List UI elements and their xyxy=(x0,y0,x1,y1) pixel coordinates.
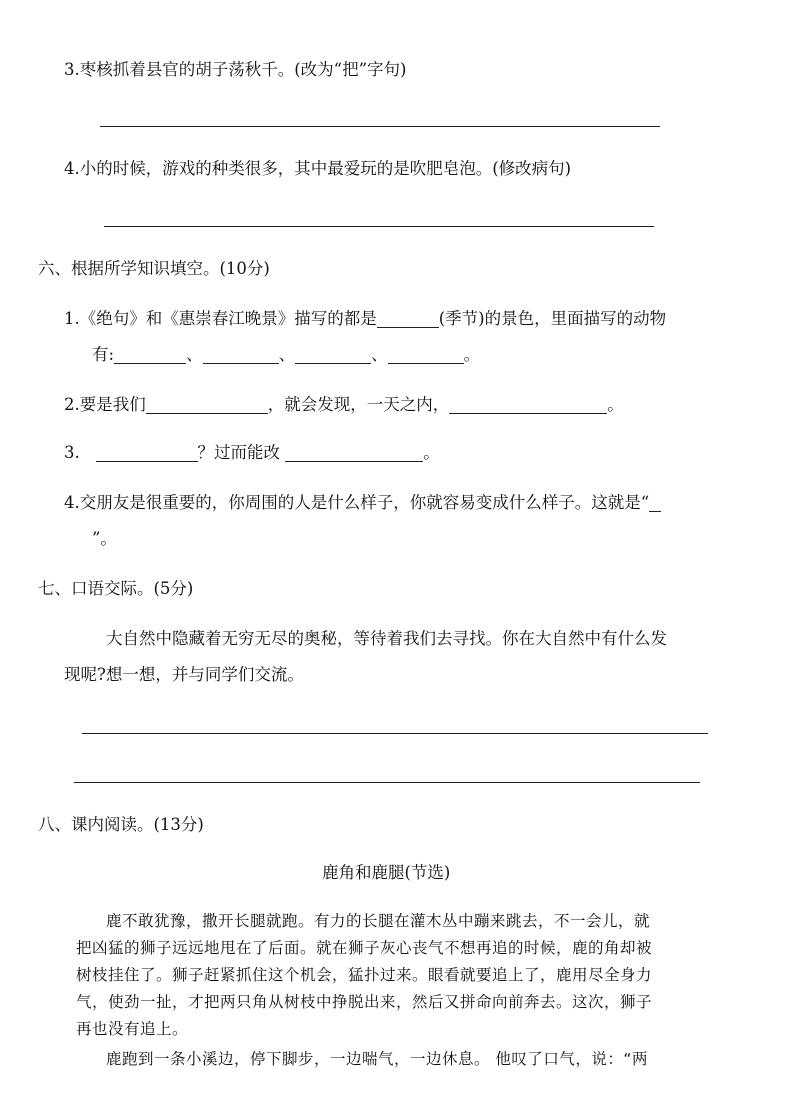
reading-p1-line4: 气，使劲一扯，才把两只角从树枝中挣脱出来，然后又拼命向前奔去。这次，狮子 xyxy=(76,993,653,1011)
blank-animal-3[interactable] xyxy=(295,345,371,364)
question-6-1-text-b: (季节)的景色，里面描写的动物 xyxy=(438,309,667,328)
question-6-4-text-a: 4.交朋友是很重要的，你周围的人是什么样子，你就容易变成什么样子。这就是“ xyxy=(64,493,650,512)
question-5-4: 4.小的时候，游戏的种类很多，其中最爱玩的是吹肥皂泡。(修改病句) xyxy=(64,159,572,178)
question-6-2-text-b: ，就会发现，一天之内， xyxy=(267,395,450,414)
question-6-4-line1 xyxy=(64,492,661,514)
blank-6-3-a[interactable] xyxy=(96,443,198,462)
answer-line-7-2[interactable] xyxy=(74,782,700,783)
question-6-2 xyxy=(64,394,624,416)
reading-p1-line3: 树枝挂住了。狮子赶紧抓住这个机会，猛扑过来。眼看就要追上了，鹿用尽全身力 xyxy=(76,966,653,984)
blank-season[interactable] xyxy=(377,309,439,328)
blank-animal-2[interactable] xyxy=(203,345,279,364)
blank-6-2-b[interactable] xyxy=(449,395,607,414)
blank-6-2-a[interactable] xyxy=(146,395,268,414)
question-6-3-text-b: ？过而能改 xyxy=(197,443,280,462)
period: 。 xyxy=(607,395,624,414)
answer-line-5-4[interactable] xyxy=(104,226,654,227)
question-6-2-text-a: 2.要是我们 xyxy=(64,395,146,414)
reading-title: 鹿角和鹿腿(节选) xyxy=(322,863,451,882)
question-6-1-text-c: 有: xyxy=(92,345,115,364)
blank-animal-1[interactable] xyxy=(114,345,186,364)
blank-6-3-b[interactable] xyxy=(285,443,423,462)
question-6-3-text-a: 3. xyxy=(64,443,80,462)
reading-p2-line1: 鹿跑到一条小溪边，停下脚步，一边喘气，一边休息。 他叹了口气，说：“两 xyxy=(106,1050,648,1068)
reading-p1-line1: 鹿不敢犹豫，撒开长腿就跑。有力的长腿在灌木丛中蹦来跳去，不一会儿，就 xyxy=(106,912,651,930)
question-5-3: 3.枣核抓着县官的胡子荡秋千。(改为“把”字句) xyxy=(64,60,407,79)
blank-animal-4[interactable] xyxy=(388,345,464,364)
section-7-paragraph-line2: 现呢?想一想，并与同学们交流。 xyxy=(64,665,304,684)
answer-line-5-3[interactable] xyxy=(100,126,660,127)
separator: 、 xyxy=(371,345,388,364)
question-6-3 xyxy=(64,442,440,464)
period: 。 xyxy=(423,443,440,462)
answer-line-7-1[interactable] xyxy=(82,733,708,734)
question-6-1-text-a: 1.《绝句》和《惠崇春江晚景》描写的都是 xyxy=(64,309,377,328)
question-6-1-line1 xyxy=(64,308,666,330)
section-7-paragraph-line1: 大自然中隐藏着无穷无尽的奥秘，等待着我们去寻找。你在大自然中有什么发 xyxy=(106,629,667,648)
reading-p1-line2: 把凶猛的狮子远远地甩在了后面。就在狮子灰心丧气不想再追的时候，鹿的角却被 xyxy=(76,939,653,957)
reading-p1-line5: 再也没有追上。 xyxy=(76,1020,189,1038)
period: 。 xyxy=(463,345,481,364)
question-6-1-line2 xyxy=(92,344,480,366)
separator: 、 xyxy=(278,345,296,364)
blank-6-4[interactable] xyxy=(649,493,661,512)
question-6-4-line2: ”。 xyxy=(92,529,117,548)
separator: 、 xyxy=(186,345,203,364)
section-8-heading: 八、课内阅读。(13分) xyxy=(38,815,204,834)
section-7-heading: 七、口语交际。(5分) xyxy=(38,579,194,598)
section-6-heading: 六、根据所学知识填空。(10分) xyxy=(38,259,270,278)
